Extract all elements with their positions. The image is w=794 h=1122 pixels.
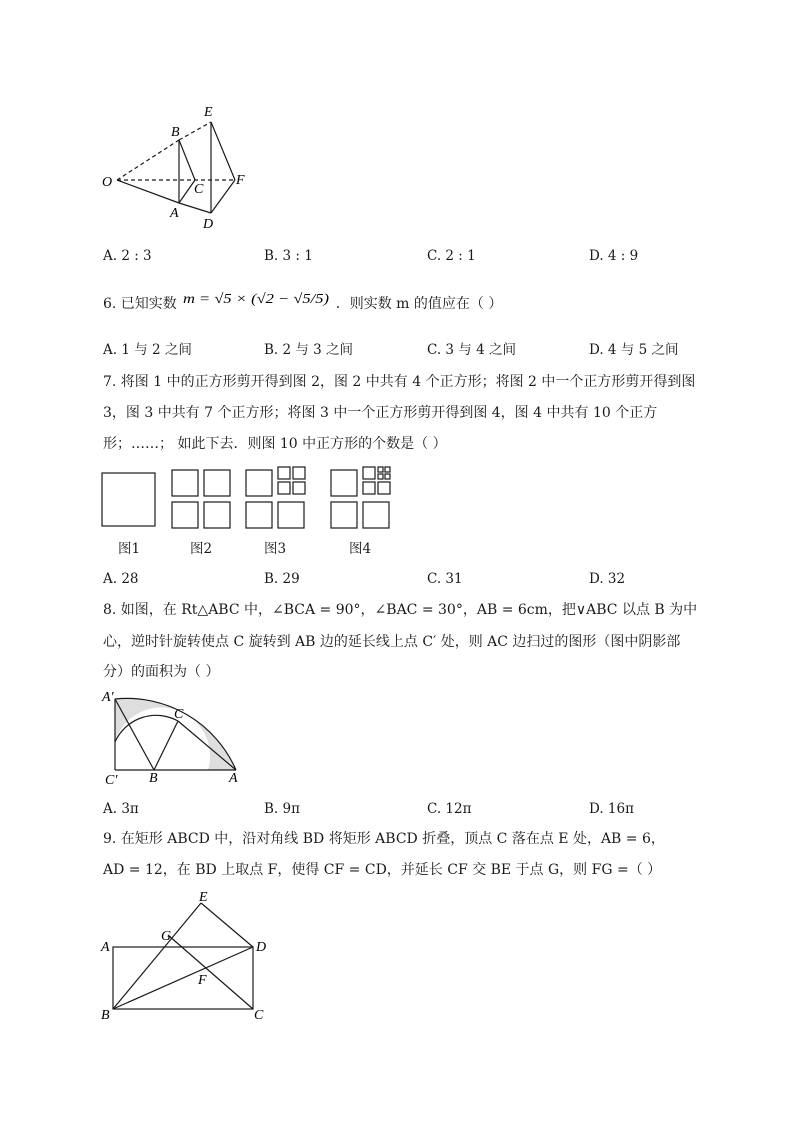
- q8-label-C1: C′: [105, 773, 118, 786]
- q7-option-a[interactable]: A. 28: [103, 571, 139, 587]
- q9-line1: 9. 在矩形 ABCD 中，沿对角线 BD 将矩形 ABCD 折叠，顶点 C 落在点 E 处，AB = 6，: [103, 831, 665, 847]
- q8-label-A1: A′: [102, 690, 114, 705]
- q9-label-C: C: [254, 1008, 264, 1023]
- q6-prefix: 6. 已知实数: [103, 296, 177, 312]
- q8-line2: 心，逆时针旋转使点 C 旋转到 AB 边的延长线上点 C′ 处，则 AC 边扫过的图形（图中阴影部: [103, 634, 681, 650]
- q7-caption-3: 图3: [264, 541, 287, 557]
- q7-option-d[interactable]: D. 32: [589, 571, 626, 587]
- q9-figure: [98, 888, 278, 1023]
- q7-line2: 3，图 3 中共有 7 个正方形；将图 3 中一个正方形剪开得到图 4，图 4 中共有 10 个正方: [103, 405, 658, 421]
- q5-label-E: E: [204, 105, 213, 120]
- q8-line3: 分）的面积为（ ）: [103, 664, 220, 680]
- q8-figure: [100, 686, 250, 786]
- q9-line2: AD = 12，在 BD 上取点 F，使得 CF = CD，并延长 CF 交 BE 于点 G，则 FG =（ ）: [103, 862, 662, 878]
- q6-option-a[interactable]: A. 1 与 2 之间: [103, 342, 192, 358]
- q5-option-d[interactable]: D. 4 : 9: [589, 248, 639, 264]
- q9-label-D: D: [256, 940, 267, 955]
- q7-caption-2: 图2: [190, 541, 213, 557]
- q5-label-O: O: [102, 175, 113, 190]
- q8-option-d[interactable]: D. 16π: [589, 801, 634, 817]
- q9-label-A: A: [101, 940, 110, 955]
- q7-caption-4: 图4: [349, 541, 372, 557]
- q6-formula: [181, 279, 331, 315]
- q9-label-B: B: [101, 1008, 110, 1023]
- q5-label-B: B: [171, 125, 180, 140]
- q9-label-G: G: [161, 929, 172, 944]
- q8-option-a[interactable]: A. 3π: [103, 801, 139, 817]
- q6-option-d[interactable]: D. 4 与 5 之间: [589, 342, 679, 358]
- q8-label-B: B: [149, 771, 158, 786]
- q7-line1: 7. 将图 1 中的正方形剪开得到图 2，图 2 中共有 4 个正方形；将图 2 中一个正方形剪开得到图: [103, 374, 696, 390]
- q6-stem: [103, 293, 502, 315]
- q5-label-A: A: [170, 206, 179, 221]
- q8-option-c[interactable]: C. 12π: [427, 801, 472, 817]
- q8-option-b[interactable]: B. 9π: [264, 801, 300, 817]
- q6-formula-text: m = √5 × (√2 − √5/5): [183, 292, 330, 307]
- q6-suffix: ．则实数 m 的值应在（ ）: [335, 296, 503, 312]
- q6-option-b[interactable]: B. 2 与 3 之间: [264, 342, 354, 358]
- q7-fig1-square: [102, 473, 155, 526]
- q7-option-b[interactable]: B. 29: [264, 571, 300, 587]
- q5-option-b[interactable]: B. 3 : 1: [264, 248, 313, 264]
- q6-option-c[interactable]: C. 3 与 4 之间: [427, 342, 516, 358]
- q8-line1: 8. 如图，在 Rt△ABC 中，∠BCA = 90°，∠BAC = 30°，AB = 6cm，把∨ABC 以点 B 为中: [103, 602, 698, 618]
- q9-label-E: E: [199, 890, 208, 905]
- q7-caption-1: 图1: [118, 541, 141, 557]
- q8-label-A: A: [229, 771, 238, 786]
- q7-figures: [100, 463, 400, 533]
- q7-line3: 形；……； 如此下去．则图 10 中正方形的个数是（ ）: [103, 436, 447, 452]
- q5-label-F: F: [236, 173, 245, 188]
- q5-figure: [95, 100, 255, 235]
- q8-label-C: C: [174, 707, 184, 722]
- q5-option-a[interactable]: A. 2 : 3: [103, 248, 152, 264]
- q5-label-D: D: [203, 217, 214, 232]
- q5-label-C: C: [194, 182, 204, 197]
- q9-label-F: F: [198, 973, 207, 988]
- q7-option-c[interactable]: C. 31: [427, 571, 463, 587]
- q5-option-c[interactable]: C. 2 : 1: [427, 248, 476, 264]
